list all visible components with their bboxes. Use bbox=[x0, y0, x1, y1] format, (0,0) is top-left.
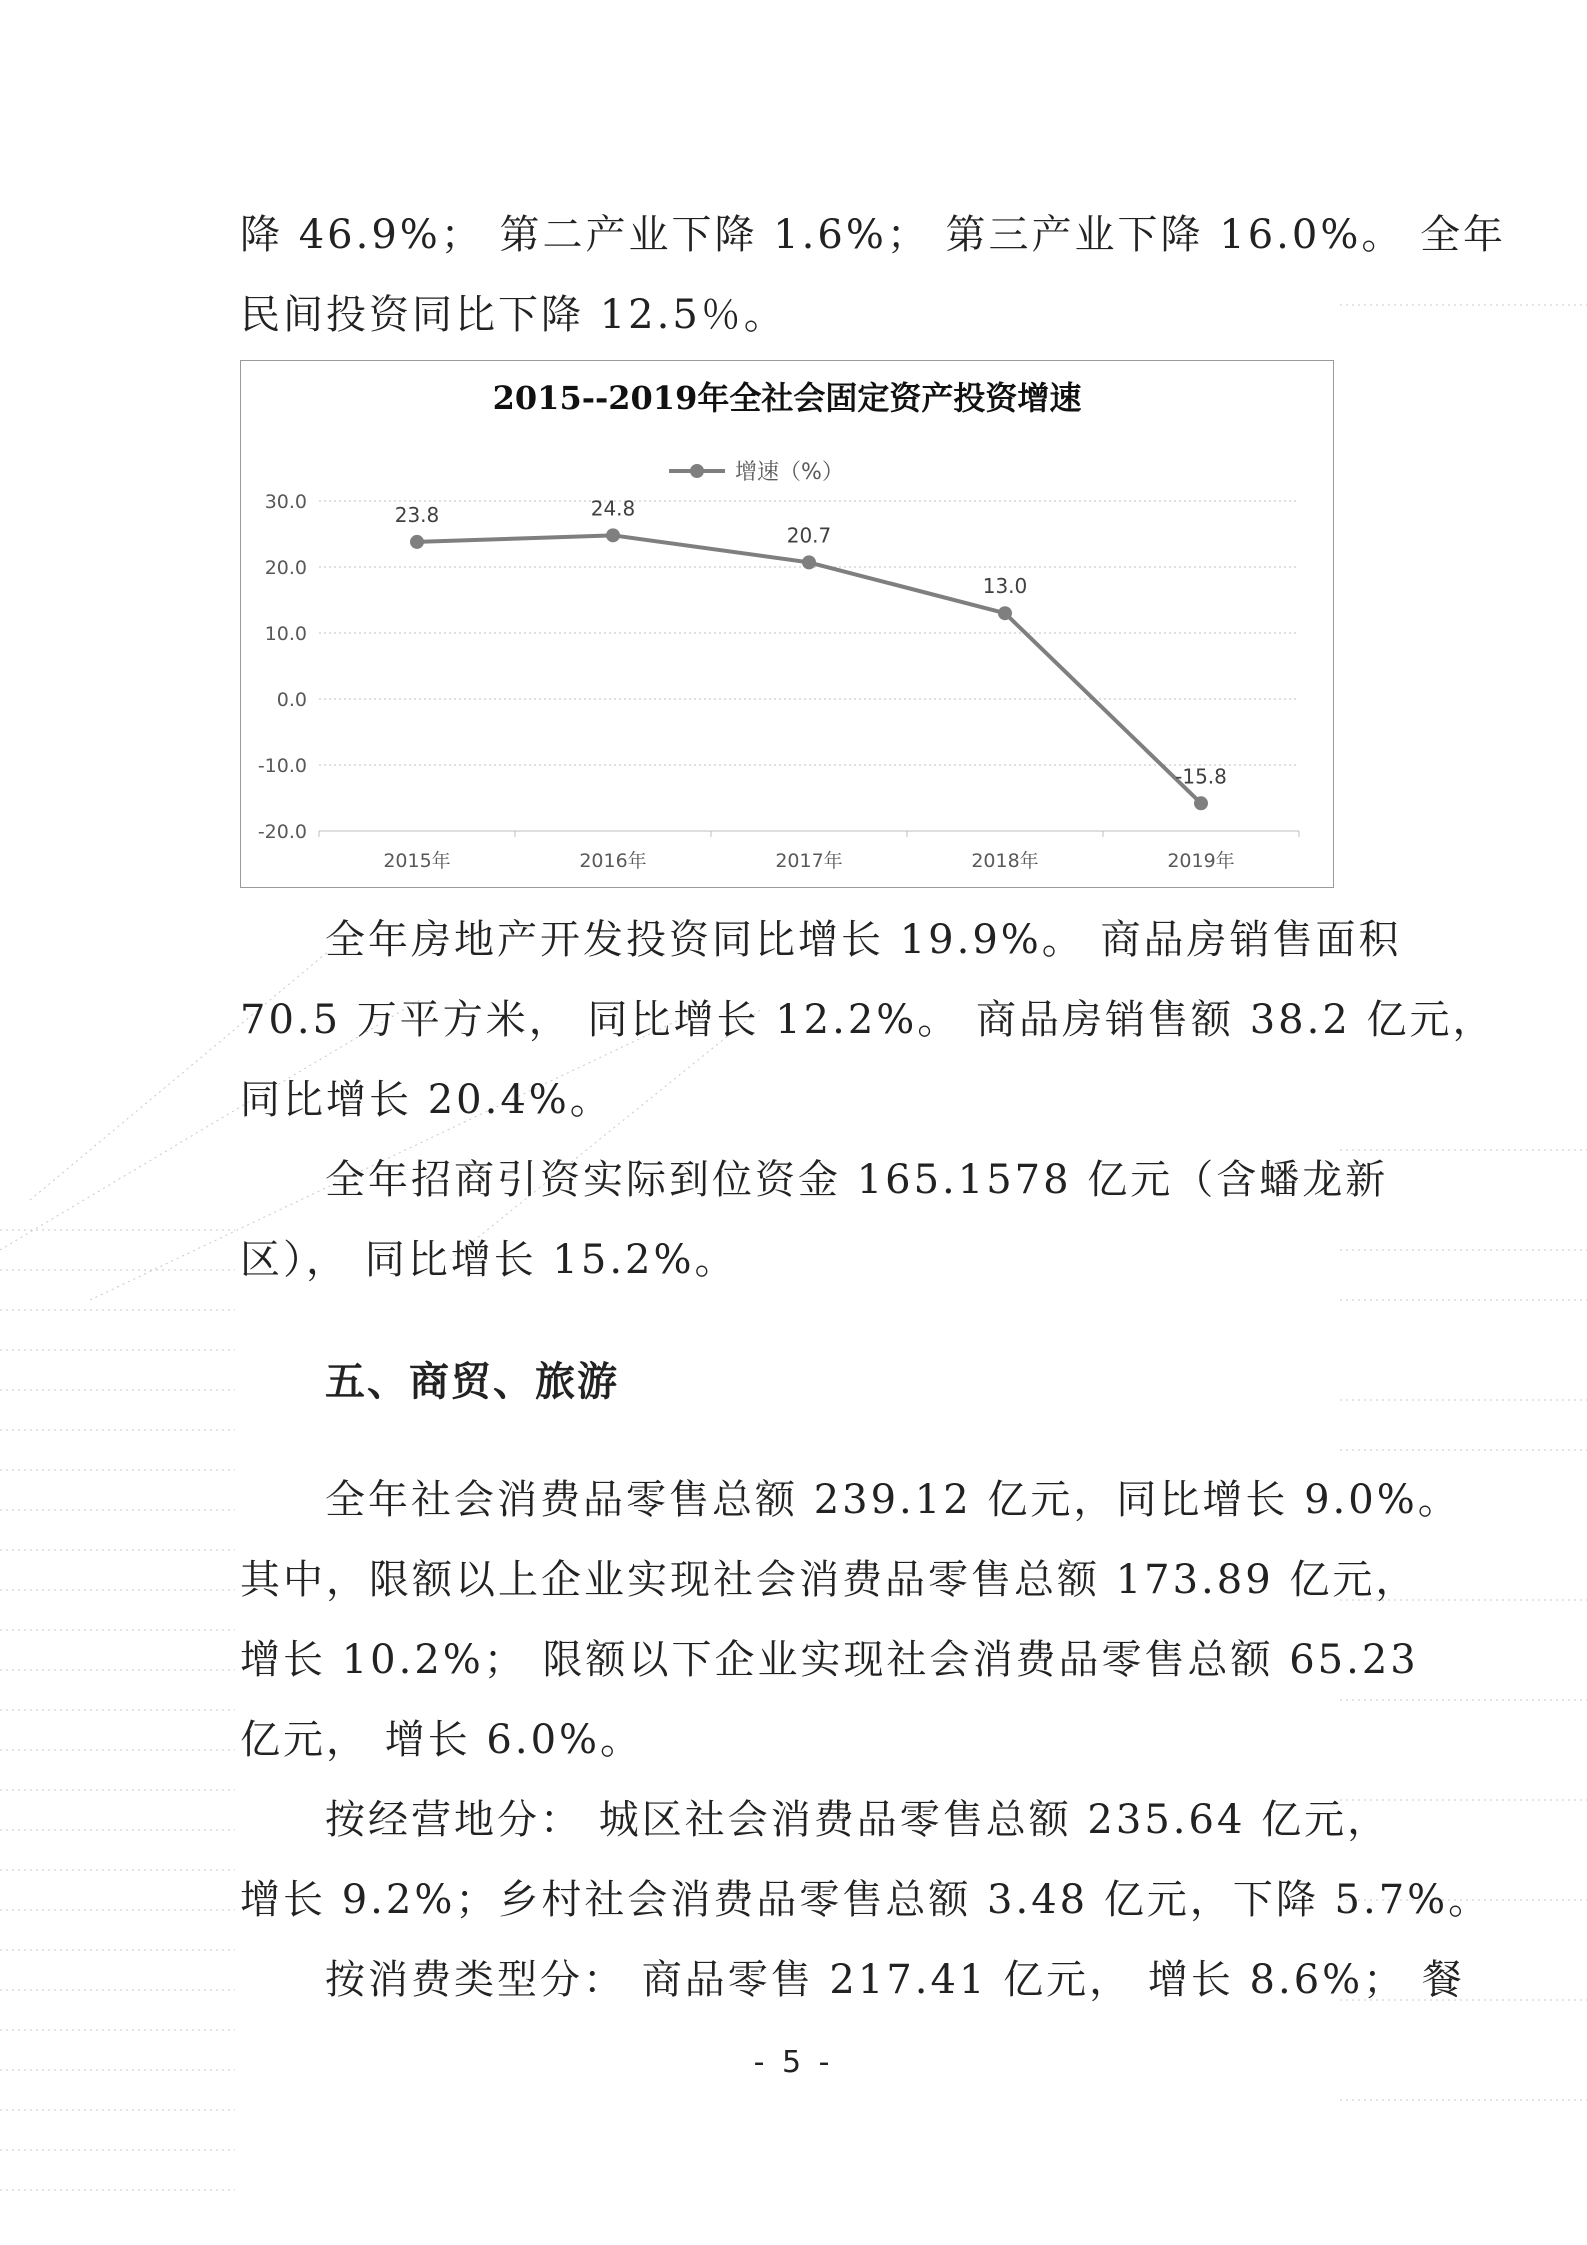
y-tick-label: -20.0 bbox=[257, 821, 307, 843]
body-paragraph bbox=[240, 1460, 1461, 1780]
paragraph-line: 民间投资同比下降 12.5％。 bbox=[240, 292, 787, 338]
data-label: 23.8 bbox=[394, 502, 440, 527]
y-tick-label: 0.0 bbox=[276, 689, 307, 711]
data-label: -15.8 bbox=[1175, 764, 1227, 789]
data-point bbox=[998, 606, 1012, 620]
chart-canvas bbox=[241, 361, 1333, 887]
paragraph-line: 区）， 同比增长 15.2%。 bbox=[240, 1237, 738, 1283]
paragraph-line: 按经营地分： 城区社会消费品零售总额 235.64 亿元， bbox=[325, 1797, 1391, 1843]
paragraph-line: 同比增长 20.4%。 bbox=[240, 1077, 613, 1123]
x-tick-label: 2019年 bbox=[1167, 850, 1235, 872]
y-tick-label: 10.0 bbox=[264, 623, 307, 645]
data-point bbox=[606, 528, 620, 542]
data-label: 20.7 bbox=[786, 523, 832, 548]
data-label: 13.0 bbox=[982, 574, 1028, 599]
section-heading: 五、商贸、旅游 bbox=[325, 1359, 619, 1405]
x-tick-label: 2017年 bbox=[775, 850, 843, 872]
data-point bbox=[410, 535, 424, 549]
line-chart bbox=[240, 360, 1334, 888]
paragraph-line: 其中，限额以上企业实现社会消费品零售总额 173.89 亿元， bbox=[240, 1557, 1419, 1603]
data-point bbox=[1194, 796, 1208, 810]
legend-label: 增速（%） bbox=[735, 460, 844, 485]
body-paragraph bbox=[240, 1140, 1389, 1300]
legend-marker bbox=[690, 464, 704, 478]
series-line bbox=[417, 535, 1201, 803]
body-paragraph bbox=[240, 1940, 1465, 2020]
paragraph-line: 按消费类型分： 商品零售 217.41 亿元， 增长 8.6%； 餐 bbox=[325, 1957, 1465, 2003]
paragraph-line: 全年社会消费品零售总额 239.12 亿元，同比增长 9.0%。 bbox=[325, 1477, 1461, 1523]
body-paragraph bbox=[240, 900, 1496, 1140]
paragraph-line: 降 46.9%； 第二产业下降 1.6%； 第三产业下降 16.0%。 全年 bbox=[240, 212, 1507, 258]
y-tick-label: 30.0 bbox=[264, 491, 307, 513]
body-paragraph bbox=[240, 1780, 1492, 1940]
x-tick-label: 2018年 bbox=[971, 850, 1039, 872]
x-tick-label: 2015年 bbox=[383, 850, 451, 872]
paragraph-line: 70.5 万平方米， 同比增长 12.2%。 商品房销售额 38.2 亿元， bbox=[240, 997, 1496, 1043]
paragraph-line: 增长 9.2%；乡村社会消费品零售总额 3.48 亿元，下降 5.7%。 bbox=[240, 1877, 1492, 1923]
paragraph-line: 全年房地产开发投资同比增长 19.9%。 商品房销售面积 bbox=[325, 917, 1402, 963]
x-tick-label: 2016年 bbox=[579, 850, 647, 872]
data-label: 24.8 bbox=[590, 496, 636, 521]
paragraph-line: 亿元， 增长 6.0%。 bbox=[240, 1717, 644, 1763]
paragraph-line: 增长 10.2%； 限额以下企业实现社会消费品零售总额 65.23 bbox=[240, 1637, 1419, 1683]
y-tick-label: -10.0 bbox=[257, 755, 307, 777]
chart-title: 2015--2019年全社会固定资产投资增速 bbox=[492, 379, 1082, 417]
data-point bbox=[802, 555, 816, 569]
body-paragraph bbox=[240, 195, 1507, 355]
page-number: - 5 - bbox=[753, 2045, 834, 2080]
paragraph-line: 全年招商引资实际到位资金 165.1578 亿元（含蟠龙新 bbox=[325, 1157, 1389, 1203]
y-tick-label: 20.0 bbox=[264, 557, 307, 579]
